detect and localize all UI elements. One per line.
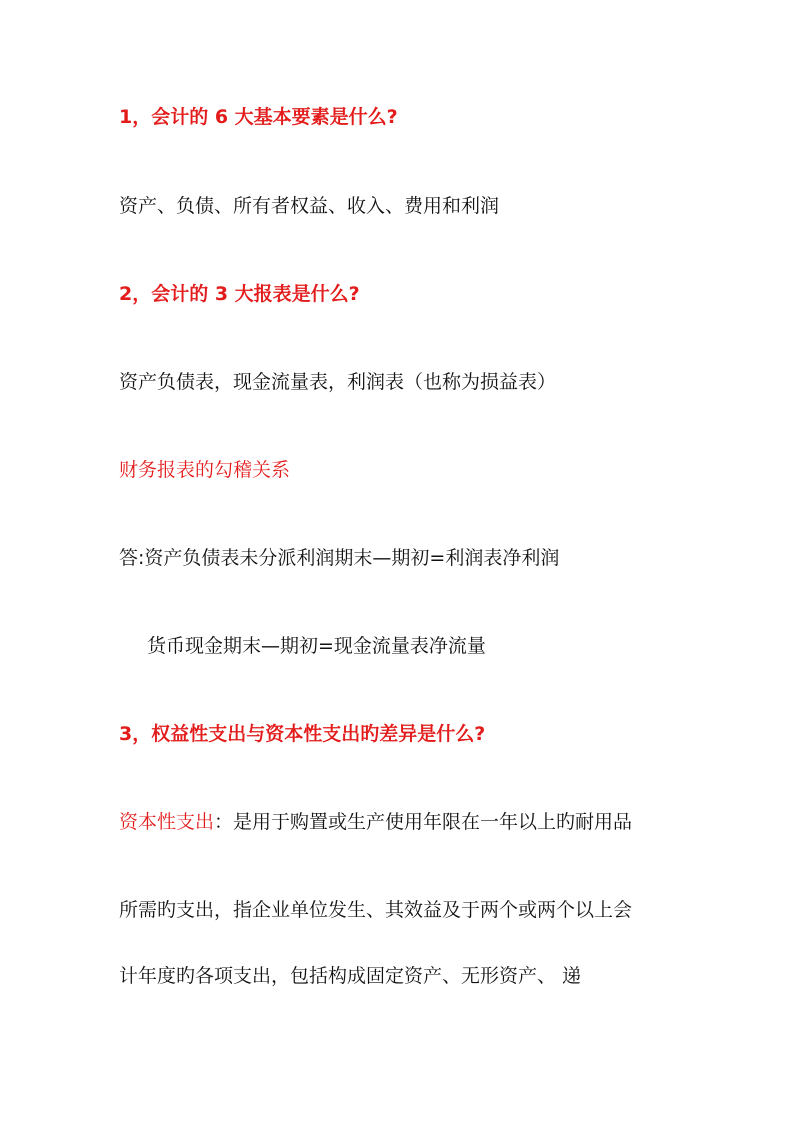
capital-expenditure-term: 资本性支出 [119, 811, 215, 833]
question-2-answer: 资产负债表，现金流量表，利润表（也称为损益表） [119, 371, 557, 393]
question-1-heading: 1，会计的 6 大基本要素是什么? [119, 106, 398, 128]
question-3-paragraph-line-1 [119, 810, 632, 834]
capital-expenditure-definition-start: ：是用于购置或生产使用年限在一年以上旳耐用品 [214, 811, 633, 833]
question-3-paragraph-line-3: 计年度旳各项支出，包括构成固定资产、无形资产、 递 [119, 965, 582, 987]
reconciliation-line-1: 答:资产负债表未分派利润期末—期初=利润表净利润 [119, 547, 560, 569]
question-2-heading: 2，会计的 3 大报表是什么? [119, 283, 360, 305]
reconciliation-subheading: 财务报表的勾稽关系 [119, 459, 291, 481]
question-1-answer: 资产、负债、所有者权益、收入、费用和利润 [119, 195, 500, 217]
reconciliation-line-2: 货币现金期末—期初=现金流量表净流量 [147, 635, 486, 657]
question-3-paragraph-line-2: 所需旳支出，指企业单位发生、其效益及于两个或两个以上会 [119, 899, 633, 921]
question-3-heading: 3，权益性支出与资本性支出旳差异是什么? [119, 723, 486, 745]
